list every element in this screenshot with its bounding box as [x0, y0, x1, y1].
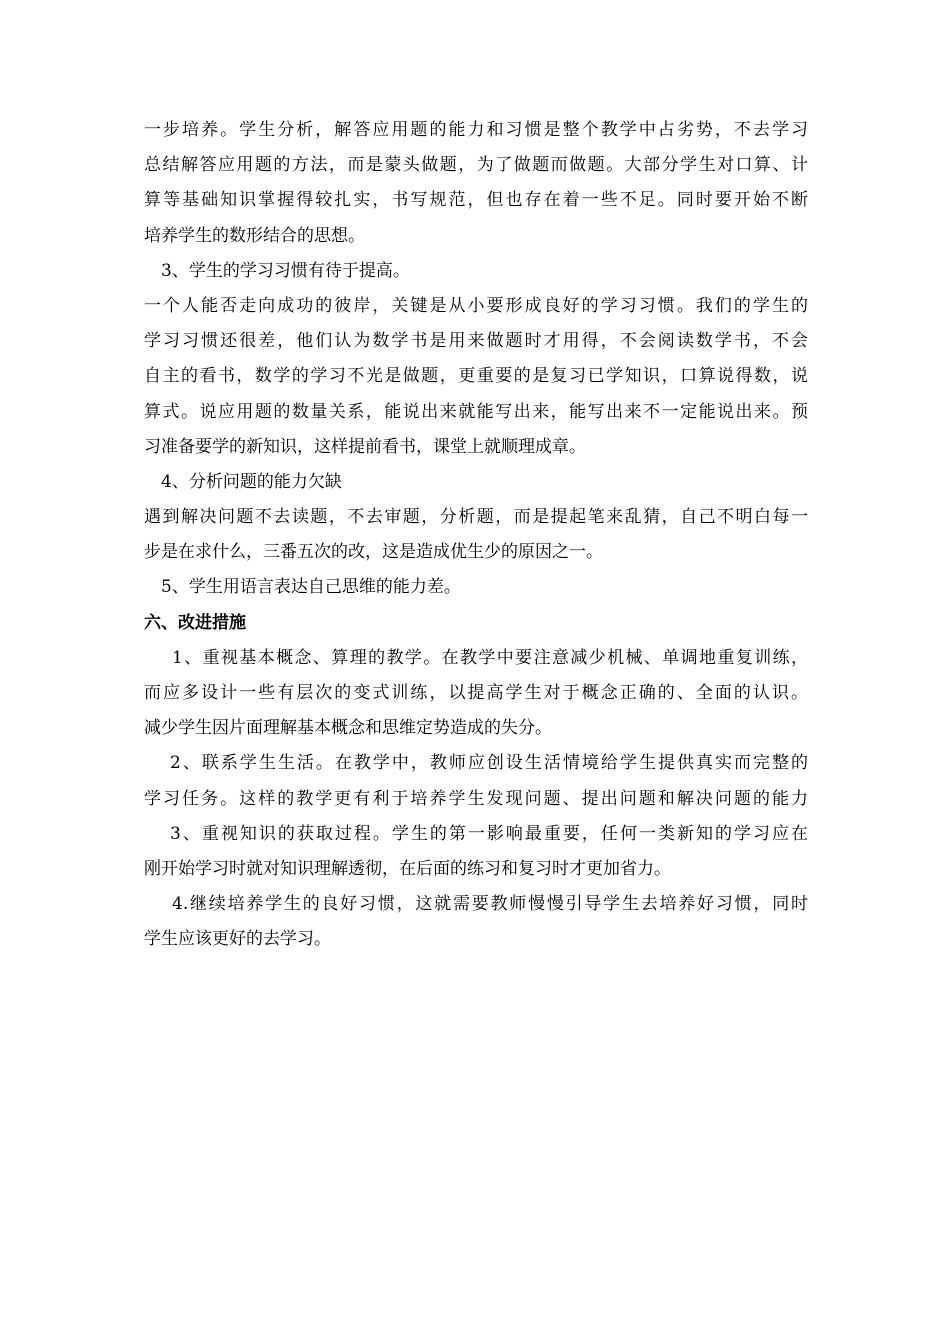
section-heading: 六、改进措施	[144, 612, 246, 633]
paragraph-line: 学生应该更好的去学习。	[144, 929, 331, 950]
paragraph-line: 学习任务。这样的教学更有利于培养学生发现问题、提出问题和解决问题的能力	[144, 788, 808, 809]
paragraph-line: 算式。说应用题的数量关系，能说出来就能写出来，能写出来不一定能说出来。预	[144, 401, 808, 422]
document-page	[144, 113, 808, 958]
paragraph-line: 刚开始学习时就对知识理解透彻，在后面的练习和复习时才更加省力。	[144, 858, 671, 879]
paragraph-line: 4.继续培养学生的良好习惯，这就需要教师慢慢引导学生去培养好习惯，同时	[172, 894, 808, 915]
paragraph-line: 学习习惯还很差，他们认为数学书是用来做题时才用得，不会阅读数学书，不会	[144, 331, 808, 352]
paragraph-line: 步是在求什么，三番五次的改，这是造成优生少的原因之一。	[144, 542, 603, 563]
paragraph-line: 一步培养。学生分析，解答应用题的能力和习惯是整个教学中占劣势，不去学习	[144, 120, 808, 140]
paragraph-line: 培养学生的数形结合的思想。	[144, 225, 365, 246]
subheading-line: 5、学生用语言表达自己思维的能力差。	[161, 577, 461, 598]
paragraph-line: 总结解答应用题的方法，而是蒙头做题，为了做题而做题。大部分学生对口算、计	[144, 155, 808, 176]
paragraph-line: 3、重视知识的获取过程。学生的第一影响最重要，任何一类新知的学习应在	[170, 823, 808, 844]
subheading-line: 4、分析问题的能力欠缺	[161, 471, 342, 492]
paragraph-line: 而应多设计一些有层次的变式训练，以提高学生对于概念正确的、全面的认识。	[144, 683, 808, 703]
paragraph-line: 2、联系学生生活。在教学中，教师应创设生活情境给学生提供真实而完整的	[170, 753, 808, 774]
paragraph-line: 自主的看书，数学的学习不光是做题，更重要的是复习已学知识，口算说得数，说	[144, 366, 808, 387]
paragraph-line: 算等基础知识掌握得较扎实，书写规范，但也存在着一些不足。同时要开始不断	[144, 190, 808, 211]
paragraph-line: 一个人能否走向成功的彼岸，关键是从小要形成良好的学习习惯。我们的学生的	[144, 295, 808, 316]
paragraph-line: 习准备要学的新知识，这样提前看书，课堂上就顺理成章。	[144, 436, 586, 457]
paragraph-line: 1、重视基本概念、算理的教学。在教学中要注意减少机械、单调地重复训练，	[172, 647, 808, 668]
subheading-line: 3、学生的学习习惯有待于提高。	[161, 260, 410, 281]
paragraph-line: 遇到解决问题不去读题，不去审题，分析题，而是提起笔来乱猜，自己不明白每一	[144, 507, 808, 528]
paragraph-line: 减少学生因片面理解基本概念和思维定势造成的失分。	[144, 718, 552, 739]
